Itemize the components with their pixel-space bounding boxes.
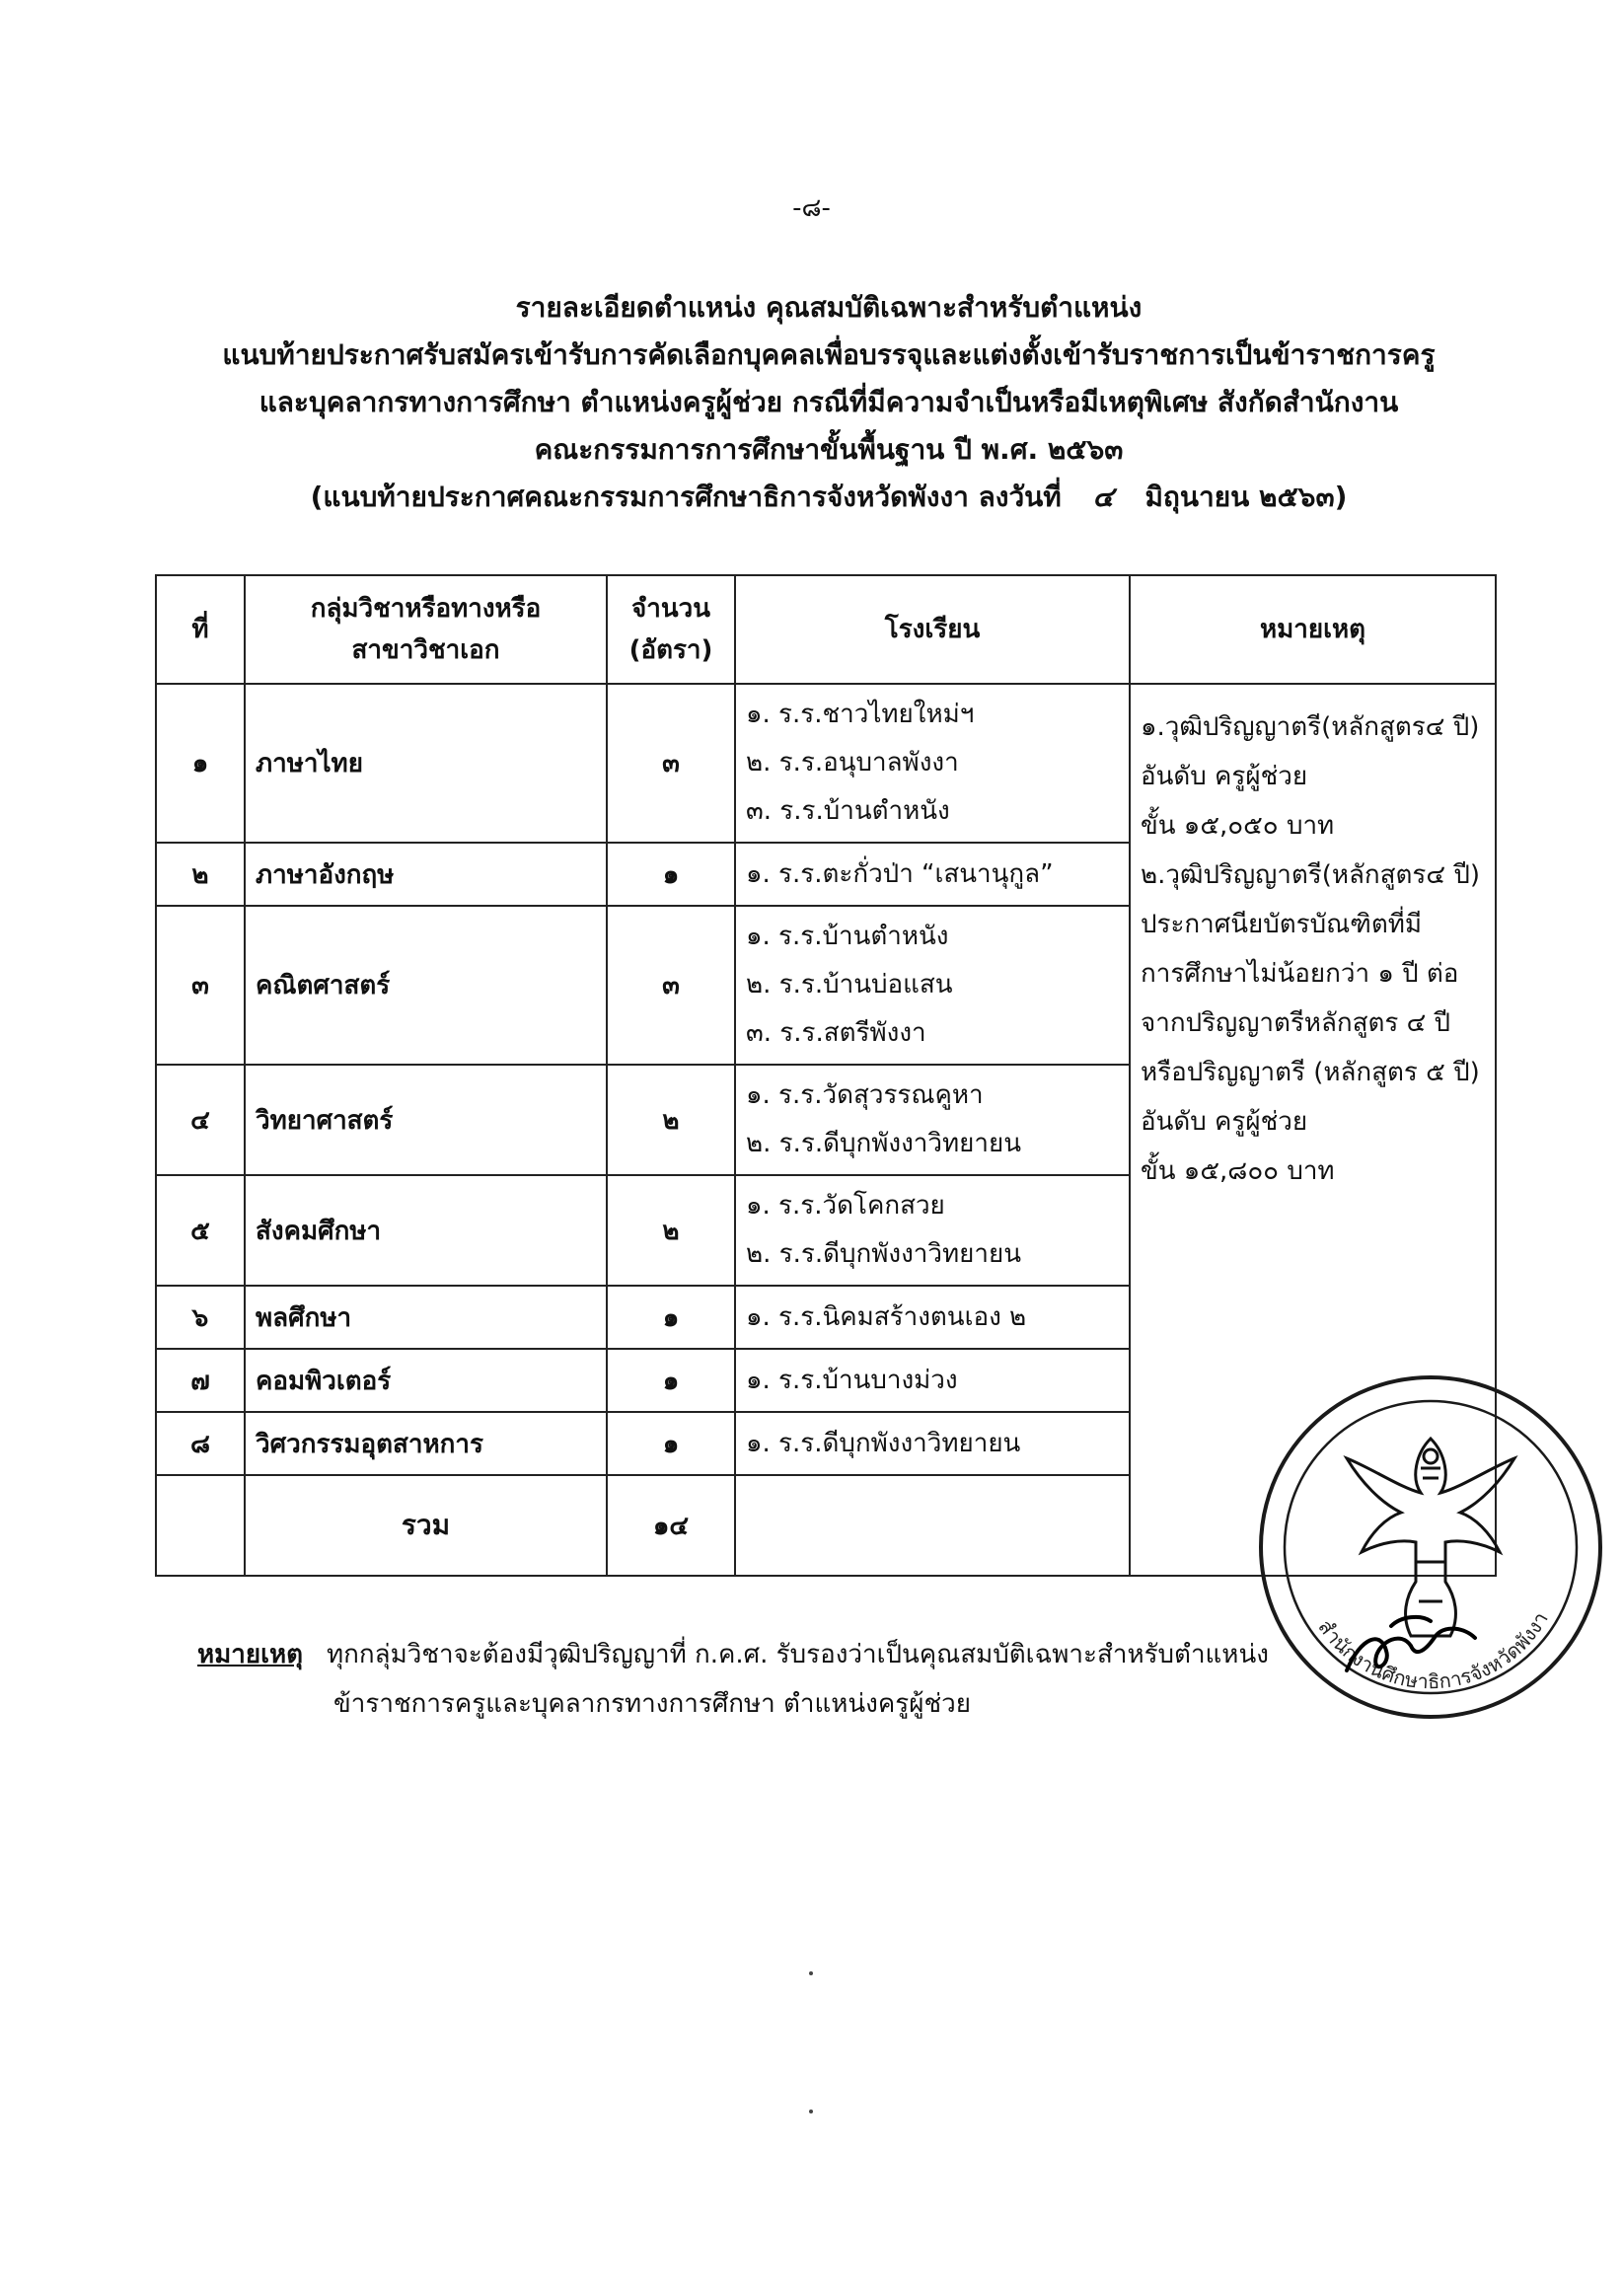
scan-speck [809, 1971, 813, 1975]
header-count-line-2: (อัตรา) [628, 635, 713, 665]
total-blank-cell [735, 1475, 1130, 1576]
row-number: ๑ [156, 684, 245, 843]
school-item: ๑. ร.ร.ชาวไทยใหม่ฯ [746, 700, 975, 729]
school-item: ๑. ร.ร.ดีบุกพังงาวิทยายน [746, 1428, 1021, 1458]
school-item: ๓. ร.ร.บ้านตำหนัง [746, 796, 950, 826]
row-number: ๓ [156, 906, 245, 1065]
row-count: ๑ [607, 1412, 735, 1475]
row-count: ๓ [607, 684, 735, 843]
row-count: ๑ [607, 1349, 735, 1412]
remark-cell [1130, 684, 1496, 1475]
row-subject: วิทยาศาสตร์ [245, 1065, 607, 1175]
header-count [607, 575, 735, 684]
seal-text: สำนักงานศึกษาธิการจังหวัดพังงา [1313, 1607, 1553, 1694]
header-line-1: รายละเอียดตำแหน่ง คุณสมบัติเฉพาะสำหรับตำแหน่ง [515, 291, 1143, 324]
remark-line: จากปริญญาตรีหลักสูตร ๔ ปี [1141, 1008, 1451, 1038]
school-item: ๑. ร.ร.บ้านบางม่วง [746, 1365, 958, 1395]
header-line-3: และบุคลากรทางการศึกษา ตำแหน่งครูผู้ช่วย กรณีที่มีความจำเป็นหรือมีเหตุพิเศษ สังกัดสำนักงาน [258, 386, 1399, 418]
remark-line: ๒.วุฒิปริญญาตรี(หลักสูตร๔ ปี) [1141, 860, 1480, 890]
header-subject [245, 575, 607, 684]
header-subject-line-2: สาขาวิชาเอก [351, 635, 500, 665]
row-subject: คณิตศาสตร์ [245, 906, 607, 1065]
remark-line: อันดับ ครูผู้ช่วย [1141, 762, 1308, 791]
remark-line: ประกาศนียบัตรบัณฑิตที่มี [1141, 910, 1423, 939]
row-schools [735, 1349, 1130, 1412]
row-count: ๒ [607, 1065, 735, 1175]
row-schools [735, 684, 1130, 843]
scan-speck [809, 2110, 813, 2113]
school-item: ๓. ร.ร.สตรีพังงา [746, 1018, 926, 1048]
row-schools [735, 1065, 1130, 1175]
school-item: ๑. ร.ร.วัดสุวรรณคูหา [746, 1080, 984, 1110]
row-subject: พลศึกษา [245, 1286, 607, 1349]
footnote-text-1: ทุกกลุ่มวิชาจะต้องมีวุฒิปริญญาที่ ก.ค.ศ. รับรองว่าเป็นคุณสมบัติเฉพาะสำหรับตำแหน่ง [327, 1640, 1269, 1669]
official-seal [1253, 1370, 1608, 1725]
document-header [148, 284, 1510, 521]
remark-line: อันดับ ครูผู้ช่วย [1141, 1107, 1308, 1137]
remark-line: ๑.วุฒิปริญญาตรี(หลักสูตร๔ ปี) [1141, 712, 1480, 742]
header-line-2: แนบท้ายประกาศรับสมัครเข้ารับการคัดเลือกบุคคลเพื่อบรรจุและแต่งตั้งเข้ารับราชการเป็นข้าราชการครู [222, 338, 1436, 371]
row-number: ๘ [156, 1412, 245, 1475]
row-count: ๓ [607, 906, 735, 1065]
header-line-4: คณะกรรมการการศึกษาขั้นพื้นฐาน ปี พ.ศ. ๒๕๖๓ [534, 433, 1124, 466]
remark-line: การศึกษาไม่น้อยกว่า ๑ ปี ต่อ [1141, 959, 1459, 989]
row-subject: สังคมศึกษา [245, 1175, 607, 1286]
row-number: ๒ [156, 843, 245, 906]
school-item: ๒. ร.ร.บ้านบ่อแสน [746, 970, 953, 1000]
footnote-text-2: ข้าราชการครูและบุคลากรทางการศึกษา ตำแหน่งครูผู้ช่วย [333, 1689, 971, 1719]
school-item: ๑. ร.ร.บ้านตำหนัง [746, 922, 949, 951]
remark-line: หรือปริญญาตรี (หลักสูตร ๕ ปี) [1141, 1058, 1480, 1087]
garuda-seal-icon [1253, 1370, 1608, 1725]
row-subject: ภาษาไทย [245, 684, 607, 843]
row-number: ๗ [156, 1349, 245, 1412]
header-line-5-suffix: มิถุนายน ๒๕๖๓) [1144, 481, 1348, 513]
table-row [156, 684, 1496, 843]
table-header-row [156, 575, 1496, 684]
total-label: รวม [245, 1475, 607, 1576]
row-schools [735, 843, 1130, 906]
header-line-5-prefix: (แนบท้ายประกาศคณะกรรมการศึกษาธิการจังหวัดพังงา ลงวันที่ [310, 481, 1062, 513]
school-item: ๒. ร.ร.ดีบุกพังงาวิทยายน [746, 1239, 1021, 1269]
row-subject: ภาษาอังกฤษ [245, 843, 607, 906]
remark-line: ขั้น ๑๕,๘๐๐ บาท [1141, 1156, 1335, 1186]
row-schools [735, 1175, 1130, 1286]
footnote-label: หมายเหตุ [197, 1640, 304, 1669]
header-day-handwritten: ๔ [1092, 481, 1114, 513]
row-schools [735, 1286, 1130, 1349]
row-schools [735, 906, 1130, 1065]
header-no: ที่ [156, 575, 245, 684]
header-school: โรงเรียน [735, 575, 1130, 684]
remark-line: ขั้น ๑๕,๐๕๐ บาท [1141, 811, 1335, 841]
row-subject: คอมพิวเตอร์ [245, 1349, 607, 1412]
school-item: ๒. ร.ร.อนุบาลพังงา [746, 748, 959, 778]
row-number: ๕ [156, 1175, 245, 1286]
row-number: ๔ [156, 1065, 245, 1175]
row-count: ๑ [607, 1286, 735, 1349]
row-schools [735, 1412, 1130, 1475]
row-count: ๑ [607, 843, 735, 906]
header-remark: หมายเหตุ [1130, 575, 1496, 684]
total-count: ๑๔ [607, 1475, 735, 1576]
garuda-figure [1347, 1439, 1514, 1636]
total-blank-cell [156, 1475, 245, 1576]
school-item: ๑. ร.ร.วัดโคกสวย [746, 1191, 945, 1221]
header-subject-line-1: กลุ่มวิชาหรือทางหรือ [310, 594, 542, 624]
school-item: ๑. ร.ร.นิคมสร้างตนเอง ๒ [746, 1301, 1027, 1332]
row-subject: วิศวกรรมอุตสาหการ [245, 1412, 607, 1475]
school-item: ๒. ร.ร.ดีบุกพังงาวิทยายน [746, 1129, 1021, 1158]
page-number: -๘- [792, 193, 831, 223]
header-count-line-1: จำนวน [631, 594, 710, 624]
header-line-5 [148, 474, 1510, 521]
row-count: ๒ [607, 1175, 735, 1286]
row-number: ๖ [156, 1286, 245, 1349]
school-item: ๑. ร.ร.ตะกั่วป่า “เสนานุกูล” [746, 858, 1054, 889]
